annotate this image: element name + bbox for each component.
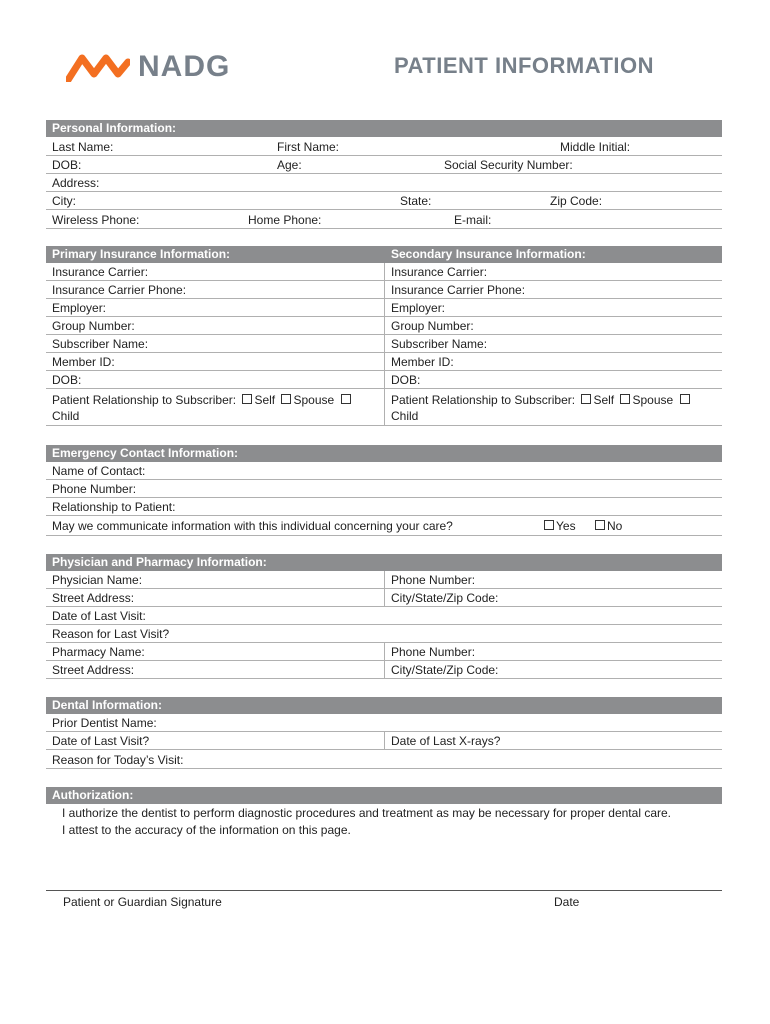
section-header-insurance (46, 246, 722, 263)
physician-phone-label: Phone Number: (391, 573, 476, 587)
row-dob (46, 156, 722, 174)
secondary-child-label: Child (391, 409, 419, 423)
primary-carrier-label: Insurance Carrier: (52, 265, 149, 279)
primary-relationship (52, 392, 353, 408)
logo-text: NADG (138, 50, 231, 83)
secondary-subscriber-label: Subscriber Name: (391, 337, 488, 351)
row-name (46, 137, 722, 156)
dental-last-visit-label: Date of Last Visit? (52, 734, 150, 748)
signature-label: Patient or Guardian Signature (63, 895, 222, 909)
physician-city-state-zip-label: City/State/Zip Code: (391, 591, 499, 605)
dob-label: DOB: (52, 158, 82, 172)
last-name-label: Last Name: (52, 140, 114, 154)
secondary-employer-label: Employer: (391, 301, 446, 315)
pharmacy-name-label: Pharmacy Name: (52, 645, 145, 659)
row-city (46, 192, 722, 210)
secondary-group-number-label: Group Number: (391, 319, 474, 333)
email-label: E-mail: (454, 213, 492, 227)
ssn-label: Social Security Number: (444, 158, 573, 172)
row-carrier (46, 263, 722, 281)
secondary-carrier-label: Insurance Carrier: (391, 265, 488, 279)
row-ins-dob (46, 371, 722, 389)
primary-subscriber-label: Subscriber Name: (52, 337, 149, 351)
home-phone-label: Home Phone: (248, 213, 322, 227)
date-label: Date (554, 895, 580, 909)
row-carrier-phone (46, 281, 722, 299)
first-name-label: First Name: (277, 140, 340, 154)
row-prior-dentist (46, 714, 722, 732)
secondary-insurance-heading: Secondary Insurance Information: (391, 247, 586, 261)
primary-self-label: Self (254, 393, 276, 407)
secondary-carrier-phone-label: Insurance Carrier Phone: (391, 283, 526, 297)
row-phone (46, 210, 722, 229)
primary-spouse-checkbox[interactable] (281, 394, 291, 404)
age-label: Age: (277, 158, 302, 172)
row-subscriber (46, 335, 722, 353)
address-label: Address: (52, 176, 100, 190)
physician-street-label: Street Address: (52, 591, 135, 605)
physician-name-label: Physician Name: (52, 573, 143, 587)
row-physician-street (46, 589, 722, 607)
reason-today-label: Reason for Today’s Visit: (52, 753, 184, 767)
row-contact-relationship (46, 498, 722, 516)
secondary-relationship-label: Patient Relationship to Subscriber: (391, 393, 576, 407)
row-physician-name (46, 571, 722, 589)
row-communicate (46, 516, 722, 536)
secondary-dob-label: DOB: (391, 373, 421, 387)
row-reason-today (46, 750, 722, 769)
row-pharmacy-name (46, 643, 722, 661)
no-label: No (607, 519, 623, 533)
signature-line (46, 890, 722, 891)
yes-label: Yes (556, 519, 576, 533)
row-relationship (46, 389, 722, 426)
wireless-phone-label: Wireless Phone: (52, 213, 140, 227)
row-contact-phone (46, 480, 722, 498)
row-reason (46, 625, 722, 643)
nadg-logo-icon (66, 52, 130, 82)
reason-label: Reason for Last Visit? (52, 627, 170, 641)
primary-self-checkbox[interactable] (242, 394, 252, 404)
primary-dob-label: DOB: (52, 373, 82, 387)
secondary-member-id-label: Member ID: (391, 355, 454, 369)
section-header-personal: Personal Information: (46, 120, 722, 137)
primary-child-checkbox[interactable] (341, 394, 351, 404)
authorization-text-1: I authorize the dentist to perform diagnostic procedures and treatment as may be necessary for proper dental care. (62, 806, 671, 820)
section-header-authorization: Authorization: (46, 787, 722, 804)
row-dental-dates (46, 732, 722, 750)
contact-phone-label: Phone Number: (52, 482, 137, 496)
communicate-no (592, 518, 622, 534)
no-checkbox[interactable] (595, 520, 605, 530)
section-header-dental: Dental Information: (46, 697, 722, 714)
page-title: PATIENT INFORMATION (394, 53, 655, 78)
primary-carrier-phone-label: Insurance Carrier Phone: (52, 283, 187, 297)
last-xrays-label: Date of Last X-rays? (391, 734, 501, 748)
secondary-self-label: Self (593, 393, 615, 407)
row-address (46, 174, 722, 192)
communicate-label: May we communicate information with this individual concerning your care? (52, 519, 453, 533)
section-header-emergency: Emergency Contact Information: (46, 445, 722, 462)
communicate-yes (541, 518, 576, 534)
secondary-child-checkbox[interactable] (680, 394, 690, 404)
prior-dentist-label: Prior Dentist Name: (52, 716, 157, 730)
primary-spouse-label: Spouse (293, 393, 335, 407)
primary-relationship-label: Patient Relationship to Subscriber: (52, 393, 237, 407)
last-visit-label: Date of Last Visit: (52, 609, 146, 623)
contact-name-label: Name of Contact: (52, 464, 146, 478)
yes-checkbox[interactable] (544, 520, 554, 530)
city-label: City: (52, 194, 76, 208)
middle-initial-label: Middle Initial: (560, 140, 631, 154)
primary-child-label: Child (52, 409, 80, 423)
pharmacy-street-label: Street Address: (52, 663, 135, 677)
secondary-spouse-label: Spouse (632, 393, 674, 407)
primary-group-number-label: Group Number: (52, 319, 135, 333)
row-last-visit (46, 607, 722, 625)
primary-insurance-heading: Primary Insurance Information: (52, 247, 231, 261)
section-header-physician: Physician and Pharmacy Information: (46, 554, 722, 571)
contact-relationship-label: Relationship to Patient: (52, 500, 176, 514)
state-label: State: (400, 194, 432, 208)
secondary-self-checkbox[interactable] (581, 394, 591, 404)
secondary-spouse-checkbox[interactable] (620, 394, 630, 404)
pharmacy-city-state-zip-label: City/State/Zip Code: (391, 663, 499, 677)
secondary-relationship (391, 392, 692, 408)
primary-member-id-label: Member ID: (52, 355, 115, 369)
pharmacy-phone-label: Phone Number: (391, 645, 476, 659)
row-group-number (46, 317, 722, 335)
row-pharmacy-street (46, 661, 722, 679)
zip-label: Zip Code: (550, 194, 603, 208)
row-employer (46, 299, 722, 317)
authorization-text-2: I attest to the accuracy of the information on this page. (62, 823, 351, 837)
row-member-id (46, 353, 722, 371)
primary-employer-label: Employer: (52, 301, 107, 315)
row-contact-name (46, 462, 722, 480)
